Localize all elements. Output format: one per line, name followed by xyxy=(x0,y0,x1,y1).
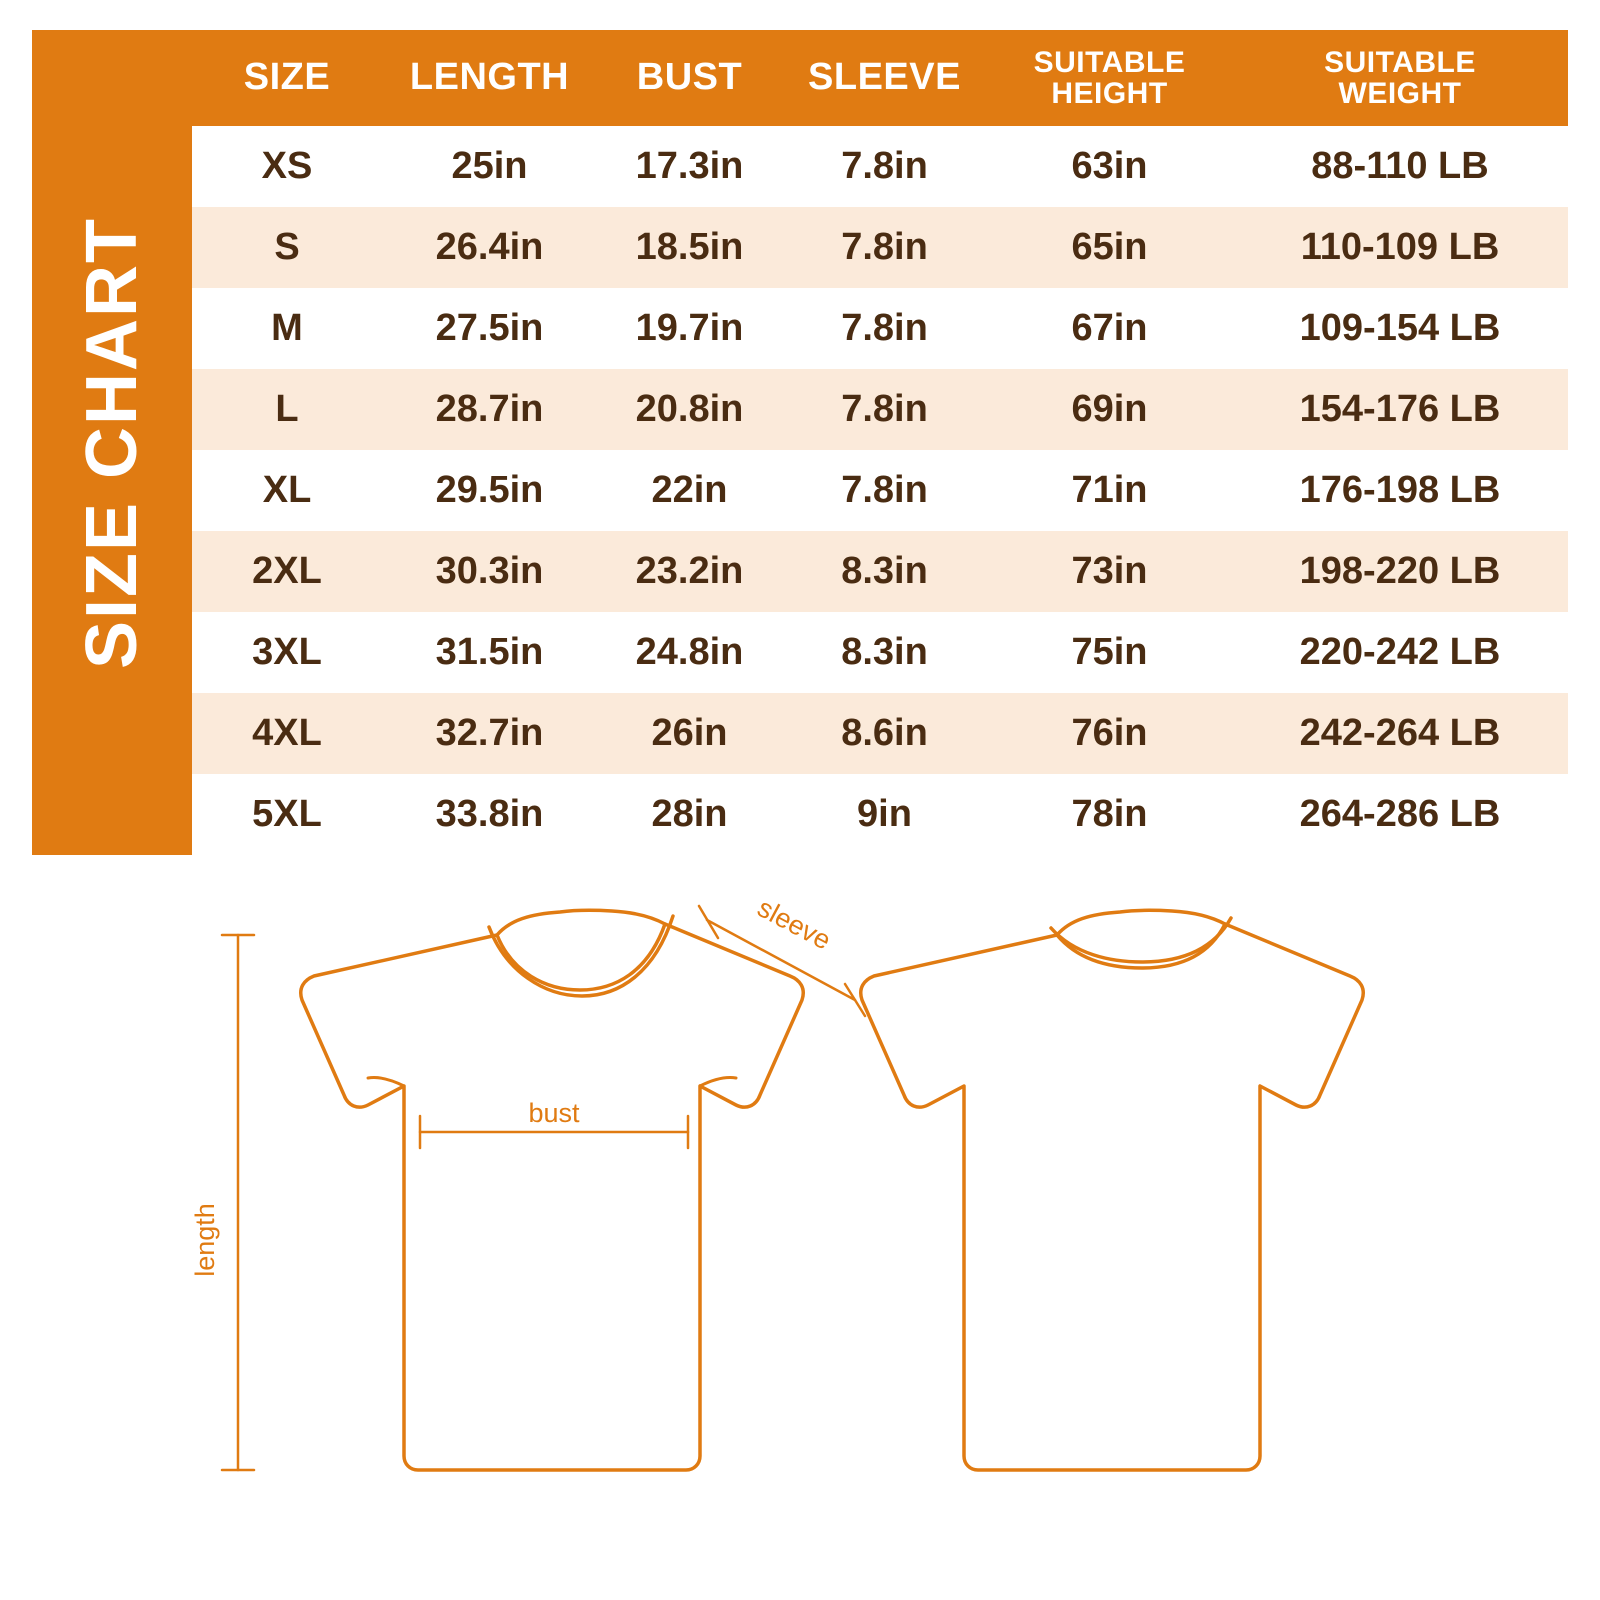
table-row xyxy=(192,612,1568,693)
cell-sleeve: 7.8in xyxy=(841,225,928,268)
cell-size: 2XL xyxy=(252,549,322,592)
cell-suitable-height: 76in xyxy=(1071,711,1148,754)
cell-suitable-height: 78in xyxy=(1071,792,1148,835)
table-row xyxy=(192,774,1568,855)
cell-suitable-weight: 242-264 LB xyxy=(1299,711,1501,754)
cell-length: 28.7in xyxy=(435,387,544,430)
cell-sleeve: 9in xyxy=(857,792,912,835)
cell-size: XS xyxy=(261,144,313,187)
column-header-suitable-weight-line2: WEIGHT xyxy=(1338,77,1462,110)
table-row xyxy=(192,126,1568,207)
cell-sleeve: 8.6in xyxy=(841,711,928,754)
tshirt-back-icon xyxy=(861,910,1364,1470)
column-header-sleeve: SLEEVE xyxy=(808,56,961,99)
cell-bust: 23.2in xyxy=(635,549,744,592)
cell-sleeve: 7.8in xyxy=(841,306,928,349)
length-measure-line xyxy=(222,935,254,1470)
cell-bust: 20.8in xyxy=(635,387,744,430)
cell-size: 4XL xyxy=(252,711,322,754)
table-row xyxy=(192,693,1568,774)
size-chart-side-band xyxy=(32,30,192,855)
column-header-size: SIZE xyxy=(243,56,331,99)
cell-suitable-weight: 154-176 LB xyxy=(1299,387,1501,430)
table-row xyxy=(192,207,1568,288)
column-header-length: LENGTH xyxy=(409,56,570,99)
length-label: length xyxy=(190,1203,220,1277)
cell-length: 32.7in xyxy=(435,711,544,754)
table-row xyxy=(192,450,1568,531)
cell-length: 33.8in xyxy=(435,792,544,835)
cell-sleeve: 7.8in xyxy=(841,144,928,187)
cell-size: L xyxy=(275,387,299,430)
measurement-diagram xyxy=(0,880,1600,1580)
column-header-suitable-weight xyxy=(1232,47,1568,110)
cell-sleeve: 8.3in xyxy=(841,549,928,592)
cell-suitable-weight: 264-286 LB xyxy=(1299,792,1501,835)
cell-bust: 17.3in xyxy=(635,144,744,187)
cell-bust: 19.7in xyxy=(635,306,744,349)
cell-length: 29.5in xyxy=(435,468,544,511)
cell-suitable-weight: 88-110 LB xyxy=(1311,144,1489,187)
cell-sleeve: 7.8in xyxy=(841,468,928,511)
cell-length: 27.5in xyxy=(435,306,544,349)
cell-suitable-weight: 220-242 LB xyxy=(1299,630,1501,673)
cell-size: M xyxy=(271,306,303,349)
column-header-suitable-weight-line1: SUITABLE xyxy=(1324,45,1476,79)
cell-length: 25in xyxy=(451,144,528,187)
table-row xyxy=(192,531,1568,612)
table-row xyxy=(192,288,1568,369)
cell-size: XL xyxy=(262,468,312,511)
cell-length: 26.4in xyxy=(435,225,544,268)
cell-length: 30.3in xyxy=(435,549,544,592)
cell-suitable-height: 63in xyxy=(1071,144,1148,187)
cell-suitable-weight: 198-220 LB xyxy=(1299,549,1501,592)
cell-suitable-height: 69in xyxy=(1071,387,1148,430)
page-title: SIZE CHART xyxy=(72,216,152,669)
table-header-row xyxy=(192,30,1568,126)
column-header-suitable-height-line2: HEIGHT xyxy=(1051,77,1168,110)
cell-sleeve: 7.8in xyxy=(841,387,928,430)
cell-bust: 22in xyxy=(651,468,728,511)
size-chart-table xyxy=(192,30,1568,855)
cell-suitable-height: 65in xyxy=(1071,225,1148,268)
column-header-bust: BUST xyxy=(636,56,743,99)
cell-bust: 18.5in xyxy=(635,225,744,268)
cell-size: 5XL xyxy=(252,792,322,835)
sleeve-label: sleeve xyxy=(752,892,836,956)
size-chart xyxy=(32,30,1568,855)
cell-bust: 28in xyxy=(651,792,728,835)
cell-size: 3XL xyxy=(252,630,322,673)
cell-suitable-weight: 110-109 LB xyxy=(1300,225,1500,268)
column-header-suitable-height xyxy=(987,47,1232,110)
cell-suitable-weight: 109-154 LB xyxy=(1299,306,1501,349)
cell-suitable-weight: 176-198 LB xyxy=(1299,468,1501,511)
cell-bust: 24.8in xyxy=(635,630,744,673)
cell-suitable-height: 75in xyxy=(1071,630,1148,673)
cell-bust: 26in xyxy=(651,711,728,754)
cell-sleeve: 8.3in xyxy=(841,630,928,673)
cell-suitable-height: 73in xyxy=(1071,549,1148,592)
cell-suitable-height: 67in xyxy=(1071,306,1148,349)
table-row xyxy=(192,369,1568,450)
cell-suitable-height: 71in xyxy=(1071,468,1148,511)
cell-size: S xyxy=(274,225,300,268)
column-header-suitable-height-line1: SUITABLE xyxy=(1033,45,1186,79)
cell-length: 31.5in xyxy=(435,630,544,673)
bust-label: bust xyxy=(528,1098,580,1128)
tshirt-front-icon xyxy=(301,910,804,1470)
